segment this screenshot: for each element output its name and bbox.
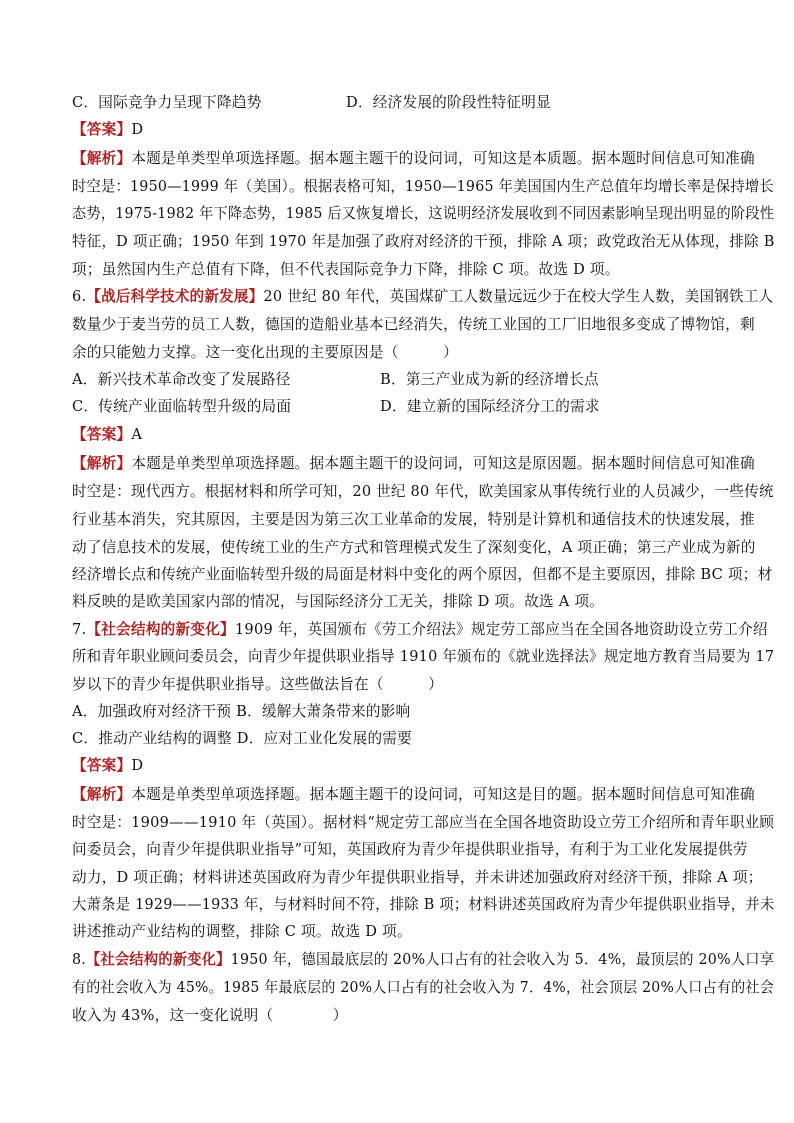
q6-stem-line: 数量少于麦当劳的员工人数，德国的造船业基本已经消失，传统工业国的工厂旧地很多变成了博物馆，剩 bbox=[72, 316, 755, 333]
q7-options-cd: C．推动产业结构的调整 D．应对工业化发展的需要 bbox=[72, 730, 412, 747]
q6-analysis-line: 料反映的是欧美国家内部的情况，与国际经济分工无关，排除 D 项。故选 A 项。 bbox=[72, 593, 605, 610]
question-stem: 1909 年，英国颁布《劳工介绍法》规定劳工部应当在全国各地资助设立劳工介绍 bbox=[234, 621, 768, 638]
q6-analysis-line: 时空是：现代西方。根据材料和所学可知，20 世纪 80 年代，欧美国家从事传统行业的人员减少，一些传统 bbox=[72, 483, 774, 500]
answer-value: D bbox=[131, 757, 144, 774]
q6-option-c: C．传统产业面临转型升级的局面 bbox=[72, 398, 292, 415]
q6-stem-line bbox=[72, 288, 773, 306]
question-number: 6. bbox=[72, 288, 87, 305]
analysis-text: 本题是单类型单项选择题。据本题主题干的设问词，可知这是原因题。据本题时间信息可知准确 bbox=[131, 455, 755, 472]
q6-analysis-line bbox=[72, 455, 755, 473]
q7-stem-line: 岁以下的青少年提供职业指导。这些做法旨在（ ） bbox=[72, 676, 444, 693]
analysis-label: 【解析】 bbox=[72, 455, 132, 472]
q5-analysis-line: 特征，D 项正确；1950 年到 1970 年是加强了政府对经济的干预，排除 A 项；政党政治无从体现，排除 B bbox=[72, 233, 775, 250]
answer-value: A bbox=[131, 426, 143, 443]
answer-label: 【答案】 bbox=[72, 757, 132, 774]
q6-answer bbox=[72, 426, 142, 444]
analysis-label: 【解析】 bbox=[72, 150, 132, 167]
analysis-text: 本题是单类型单项选择题。据本题主题干的设问词，可知这是本质题。据本题时间信息可知准确 bbox=[131, 150, 755, 167]
q5-analysis-line: 时空是：1950—1999 年（美国）。根据表格可知，1950—1965 年美国国内生产总值年均增长率是保持增长 bbox=[72, 178, 774, 195]
question-tag: 【社会结构的新变化】 bbox=[86, 621, 235, 638]
q8-stem-line bbox=[72, 951, 774, 969]
question-tag: 【战后科学技术的新发展】 bbox=[86, 288, 264, 305]
q6-analysis-line: 行业基本消失，究其原因，主要是因为第三次工业革命的发展，特别是计算机和通信技术的快速发展，推 bbox=[72, 511, 755, 528]
q7-analysis-line: 动力，D 项正确；材料讲述英国政府为青少年提供职业指导，并未讲述加强政府对经济干预，排除 A 项； bbox=[72, 869, 763, 886]
question-stem: 1950 年，德国最底层的 20%人口占有的社会收入为 5．4%，最顶层的 20%人口享 bbox=[230, 951, 775, 968]
q5-analysis-line bbox=[72, 150, 755, 168]
q6-option-d: D．建立新的国际经济分工的需求 bbox=[380, 398, 600, 415]
q7-analysis-line: 讲述推动产业结构的调整，排除 C 项。故选 D 项。 bbox=[72, 923, 412, 940]
q7-answer bbox=[72, 757, 143, 775]
q7-analysis-line: 问委员会，向青少年提供职业指导”可知，英国政府为青少年提供职业指导，有利于为工业化发展提供劳 bbox=[72, 841, 748, 858]
analysis-label: 【解析】 bbox=[72, 786, 132, 803]
answer-label: 【答案】 bbox=[72, 426, 132, 443]
q8-stem-line: 有的社会收入为 45%。1985 年最底层的 20%人口占有的社会收入为 7．4%，社会顶层 20%人口占有的社会 bbox=[72, 979, 774, 996]
q7-analysis-line: 时空是：1909——1910 年（英国）。据材料“规定劳工部应当在全国各地资助设立劳工介绍所和青年职业顾 bbox=[72, 814, 775, 831]
q7-options-ab: A．加强政府对经济干预 B．缓解大萧条带来的影响 bbox=[72, 703, 411, 720]
q7-analysis-line: 大萧条是 1929——1933 年，与材料时间不符，排除 B 项；材料讲述英国政府为青少年提供职业指导，并未 bbox=[72, 896, 775, 913]
q7-stem-line: 所和青年职业顾问委员会，向青少年提供职业指导 1910 年颁布的《就业选择法》规定地方教育当局要为 17 bbox=[72, 648, 775, 665]
q6-option-b: B．第三产业成为新的经济增长点 bbox=[380, 371, 599, 388]
answer-label: 【答案】 bbox=[72, 121, 132, 138]
q5-answer bbox=[72, 121, 143, 139]
q5-option-d: D．经济发展的阶段性特征明显 bbox=[346, 94, 551, 111]
question-number: 7. bbox=[72, 621, 87, 638]
question-number: 8. bbox=[72, 951, 87, 968]
q7-analysis-line bbox=[72, 786, 755, 804]
q7-stem-line bbox=[72, 621, 768, 639]
q6-analysis-line: 动了信息技术的发展，使传统工业的生产方式和管理模式发生了深刻变化，A 项正确；第三产业成为新的 bbox=[72, 539, 756, 556]
q5-analysis-line: 态势，1975-1982 年下降态势，1985 后又恢复增长，这说明经济发展收到不同因素影响呈现出明显的阶段性 bbox=[72, 205, 775, 222]
q5-option-c: C．国际竞争力呈现下降趋势 bbox=[72, 94, 262, 111]
q6-stem-line: 余的只能勉力支撑。这一变化出现的主要原因是（ ） bbox=[72, 344, 458, 361]
q8-stem-line: 收入为 43%，这一变化说明（ ） bbox=[72, 1007, 348, 1024]
q5-analysis-line: 项；虽然国内生产总值有下降，但不代表国际竞争力下降，排除 C 项。故选 D 项。 bbox=[72, 261, 620, 278]
q6-analysis-line: 经济增长点和传统产业面临转型升级的局面是材料中变化的两个原因，但都不是主要原因，排除 BC 项；材 bbox=[72, 566, 773, 583]
question-stem: 20 世纪 80 年代，英国煤矿工人数量远远少于在校大学生人数，美国钢铁工人 bbox=[263, 288, 774, 305]
analysis-text: 本题是单类型单项选择题。据本题主题干的设问词，可知这是目的题。据本题时间信息可知准确 bbox=[131, 786, 755, 803]
question-tag: 【社会结构的新变化】 bbox=[86, 951, 231, 968]
answer-value: D bbox=[131, 121, 144, 138]
q6-option-a: A．新兴技术革命改变了发展路径 bbox=[72, 371, 291, 388]
